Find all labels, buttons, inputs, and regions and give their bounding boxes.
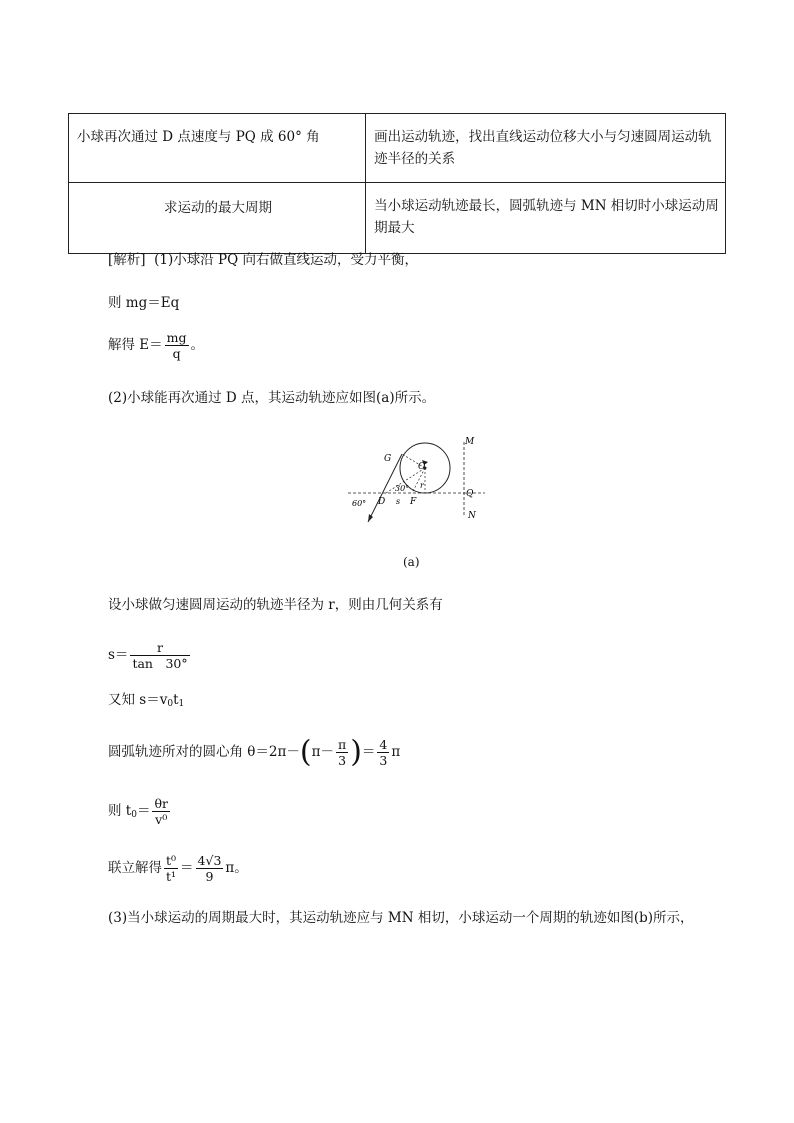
- solution-line-4: (2)小球能再次通过 D 点，其运动轨迹应如图(a)所示。: [108, 390, 436, 406]
- fraction-numerator: 4: [379, 737, 388, 752]
- cell-text: 小球再次通过 D 点速度与 PQ 成 60° 角: [77, 129, 320, 145]
- table-row: [69, 114, 726, 183]
- figure-a: [340, 432, 490, 532]
- fraction: [196, 853, 224, 884]
- fraction-numerator: t⁰: [166, 853, 177, 868]
- fraction-denominator: q: [172, 346, 181, 361]
- solution-line-9: [108, 796, 172, 827]
- solution-line-11: (3)当小球运动的周期最大时，其运动轨迹应与 MN 相切，小球运动一个周期的轨迹如图(b)所示，: [108, 910, 694, 926]
- label-o: O′: [418, 462, 428, 472]
- subscript: 1: [178, 699, 185, 709]
- solution-line-10: [108, 853, 248, 884]
- text: t: [173, 692, 179, 708]
- text: π－: [311, 744, 334, 760]
- text: 又知 s＝v: [108, 692, 168, 708]
- fraction-denominator: 3: [338, 753, 347, 768]
- cell-text: 画出运动轨迹，找出直线运动位移大小与匀速圆周运动轨迹半径的关系: [374, 129, 712, 167]
- text: s＝: [108, 647, 129, 663]
- label-q: Q: [466, 489, 474, 499]
- subscript: 0: [167, 699, 174, 709]
- text: 圆弧轨迹所对的圆心角 θ＝2π－: [108, 744, 300, 760]
- fraction-denominator: t¹: [166, 869, 177, 884]
- solution-line-1: [108, 250, 418, 270]
- hint-table: [68, 113, 726, 254]
- text: ＝: [180, 860, 194, 876]
- label-n: N: [468, 511, 476, 521]
- solution-tag: [解析]: [108, 252, 146, 268]
- fraction: [377, 737, 389, 768]
- table-cell: [366, 183, 726, 254]
- fraction: [164, 853, 178, 884]
- label-30: 30°: [395, 484, 410, 493]
- label-s: s: [396, 497, 401, 506]
- text: 联立解得: [108, 860, 162, 876]
- text: 则 t: [108, 803, 132, 819]
- label-d: D: [378, 497, 386, 507]
- paren-open: (: [299, 734, 312, 770]
- table-cell: [69, 183, 366, 254]
- table-cell: [69, 114, 366, 183]
- text: 解得 E＝: [108, 337, 163, 353]
- solution-line-3: [108, 330, 204, 361]
- label-g: G: [384, 454, 392, 464]
- fraction-numerator: π: [337, 737, 347, 752]
- fraction: [165, 330, 189, 361]
- table-cell: [366, 114, 726, 183]
- solution-line-2: 则 mg＝Eq: [108, 295, 180, 311]
- fraction: [336, 737, 348, 768]
- text: ＝: [361, 744, 376, 760]
- fraction: [152, 796, 170, 827]
- fraction-numerator: r: [130, 640, 189, 656]
- fraction-denominator: tan 30°: [132, 656, 188, 671]
- table-row: [69, 183, 726, 254]
- cell-text: 求运动的最大周期: [164, 200, 273, 216]
- subscript: 0: [131, 810, 137, 820]
- solution-text: (1)小球沿 PQ 向右做直线运动，受力平衡，: [154, 252, 418, 268]
- solution-line-7: [108, 690, 184, 714]
- solution-line-6: [108, 640, 192, 671]
- fraction-numerator: 4√3: [197, 853, 222, 868]
- text: π。: [225, 860, 248, 876]
- label-60: 60°: [352, 499, 367, 508]
- text: ＝: [136, 803, 151, 819]
- fraction-denominator: v⁰: [155, 812, 168, 827]
- text: 。: [190, 337, 205, 353]
- solution-line-8: [108, 734, 401, 770]
- label-r: r: [420, 481, 424, 490]
- label-m: M: [465, 437, 475, 447]
- text: π: [391, 744, 401, 760]
- figure-caption: (a): [403, 555, 420, 569]
- fraction-denominator: 9: [205, 869, 214, 884]
- solution-line-5: 设小球做匀速圆周运动的轨迹半径为 r，则由几何关系有: [108, 597, 443, 613]
- fraction-numerator: θr: [154, 796, 168, 811]
- cell-text: 当小球运动轨迹最长，圆弧轨迹与 MN 相切时小球运动周期最大: [374, 198, 719, 236]
- label-f: F: [410, 497, 417, 507]
- fraction-numerator: mg: [166, 330, 187, 345]
- paren-close: ): [350, 734, 362, 770]
- fraction-denominator: 3: [379, 753, 388, 768]
- arrow-head: [368, 514, 373, 522]
- fraction: [130, 640, 189, 671]
